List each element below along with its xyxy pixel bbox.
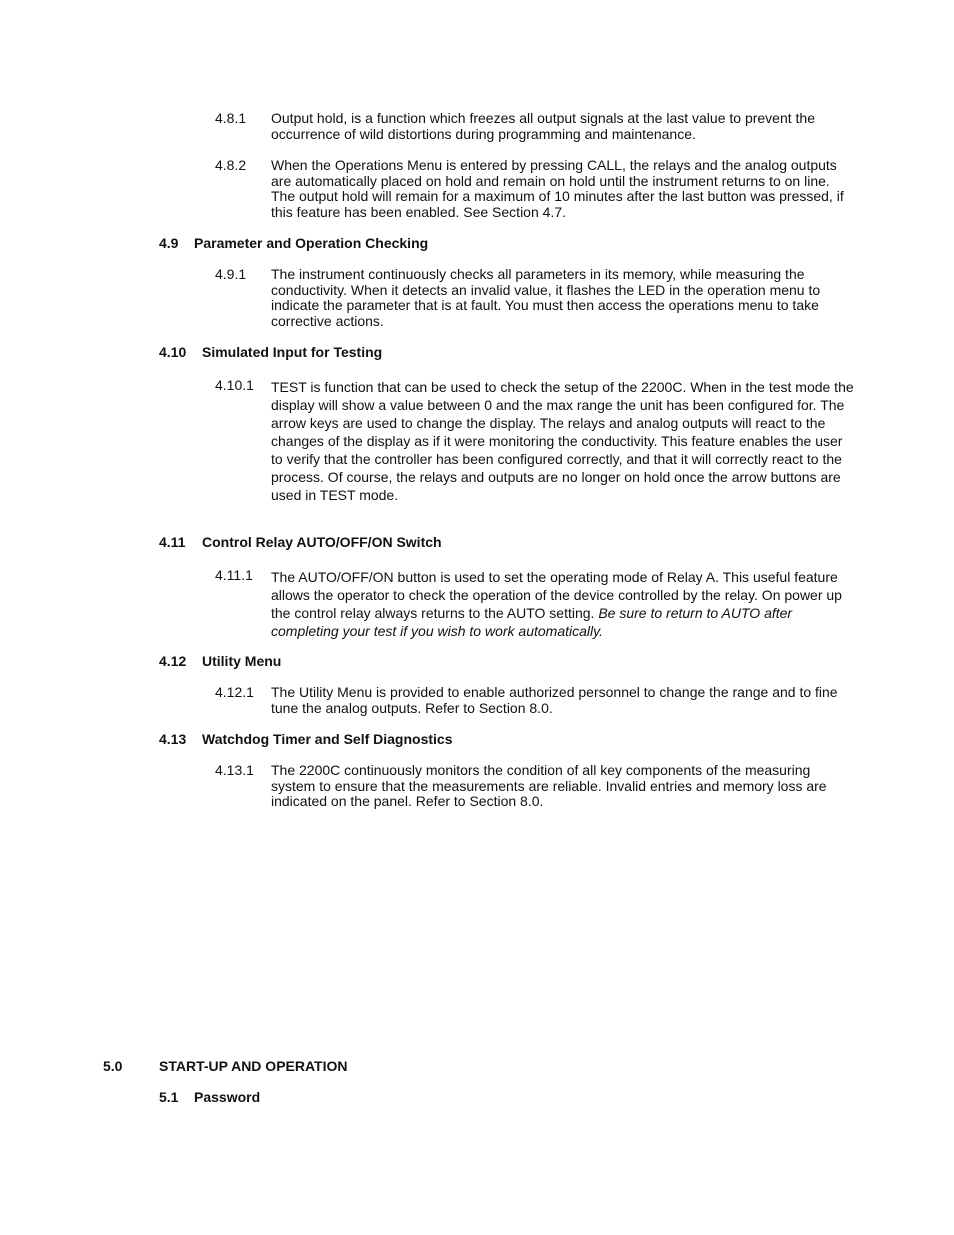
section-number: 4.8.2 (215, 157, 247, 173)
section-heading (159, 1089, 260, 1105)
paragraph-italic-note: Be sure to return to AUTO after completing your test if you wish to work automatically. (271, 605, 793, 639)
section-heading (159, 344, 382, 360)
section-number: 4.12.1 (215, 684, 254, 700)
paragraph (271, 568, 856, 640)
paragraph: When the Operations Menu is entered by pressing CALL, the relays and the analog outputs are automatically placed on hold and remain on hold until the instrument returns to on line. The output hold will remain for a maximum of 10 minutes after the last button was pressed, if this feature has been enabled. See Section 4.7. (271, 157, 844, 220)
heading-title: Utility Menu (202, 653, 282, 669)
heading-number: 4.9 (159, 235, 179, 251)
section-number: 4.11.1 (215, 567, 253, 583)
paragraph: The instrument continuously checks all parameters in its memory, while measuring the conductivity. When it detects an invalid value, it flashes the LED in the operation menu to indicate the parameter that is at fault. You must then access the operations menu to take corrective actions. (271, 266, 821, 329)
paragraph: Output hold, is a function which freezes all output signals at the last value to prevent the occurrence of wild distortions during programming and maintenance. (271, 110, 815, 142)
chapter-heading (103, 1058, 348, 1074)
heading-title: Watchdog Timer and Self Diagnostics (202, 731, 453, 747)
paragraph-text: The AUTO/OFF/ON button is used to set the operating mode of Relay A. This useful feature allows the operator to check the operation of the device controlled by the relay. On power up the control relay always returns to the AUTO setting. (271, 569, 842, 621)
heading-number: 4.11 (159, 534, 186, 550)
section-heading (159, 731, 452, 747)
heading-title: Control Relay AUTO/OFF/ON Switch (202, 534, 442, 550)
section-number: 4.10.1 (215, 377, 254, 393)
heading-number: 4.12 (159, 653, 187, 669)
heading-number: 5.1 (159, 1089, 179, 1105)
section-heading (159, 653, 281, 669)
section-number: 4.13.1 (215, 762, 254, 778)
section-number: 4.8.1 (215, 110, 247, 126)
paragraph: TEST is function that can be used to check the setup of the 2200C. When in the test mode the display will show a value between 0 and the max range the unit has been configured for. The arrow keys are used to change the display. The relays and analog outputs will react to the changes of the display as if it were monitoring the conductivity. This feature enables the user to verify that the controller has been configured correctly, and that it will correctly react to the process. Of course, the relays and outputs are no longer on hold once the arrow buttons are used in TEST mode. (271, 379, 854, 503)
section-heading (159, 235, 428, 251)
heading-number: 5.0 (103, 1058, 123, 1074)
section-number: 4.9.1 (215, 266, 247, 282)
section-heading (159, 534, 442, 550)
heading-title: Simulated Input for Testing (202, 344, 383, 360)
paragraph: The 2200C continuously monitors the condition of all key components of the measuring system to ensure that the measurements are reliable. Invalid entries and memory loss are indicated on the panel. Refer to Section 8.0. (271, 762, 827, 809)
paragraph: The Utility Menu is provided to enable authorized personnel to change the range and to fine tune the analog outputs. Refer to Section 8.0. (271, 684, 838, 716)
heading-title: Parameter and Operation Checking (194, 235, 429, 251)
heading-number: 4.10 (159, 344, 187, 360)
heading-title: Password (194, 1089, 261, 1105)
heading-title: START-UP AND OPERATION (159, 1058, 348, 1074)
heading-number: 4.13 (159, 731, 187, 747)
